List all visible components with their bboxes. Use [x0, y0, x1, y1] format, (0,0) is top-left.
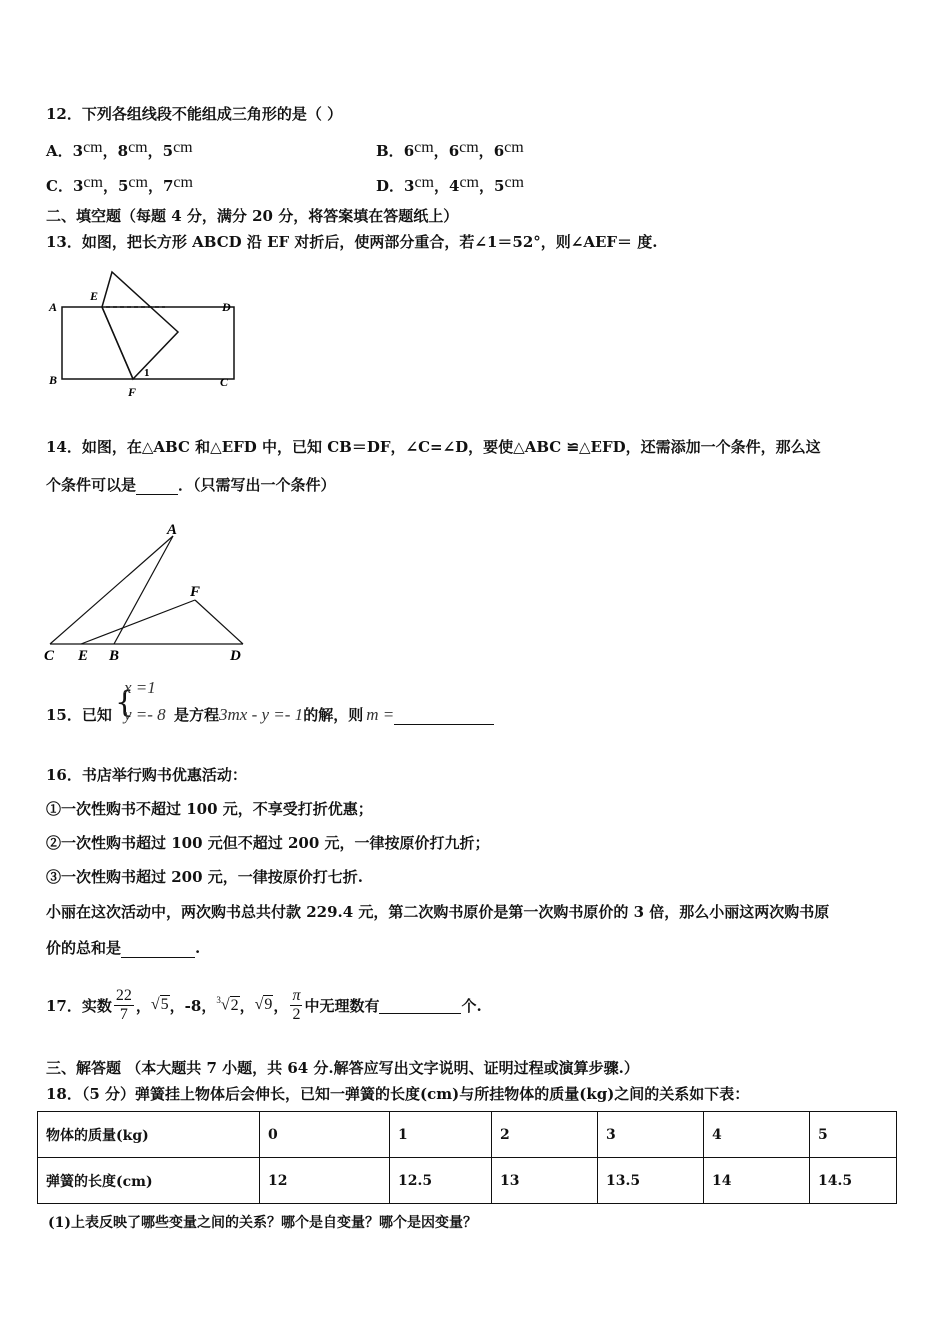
- table-header-mass: 物体的质量(kg): [38, 1112, 260, 1158]
- q16-rule-1: ①一次性购书不超过 100 元，不享受打折优惠；: [46, 800, 373, 818]
- q17-answer-blank[interactable]: [379, 996, 461, 1014]
- table-cell: 14: [704, 1158, 810, 1204]
- q16-answer-blank[interactable]: [121, 939, 195, 958]
- line-ef: [81, 600, 195, 644]
- label-c: C: [220, 375, 229, 389]
- q16-line2: 价的总和是 .: [46, 939, 201, 957]
- q12-option-d[interactable]: D．3cm，4cm，5cm: [376, 174, 524, 195]
- q12-option-c[interactable]: C．3cm，5cm，7cm: [46, 174, 193, 195]
- q15-pre: 15．已知: [46, 706, 112, 724]
- label-d: D: [230, 648, 241, 664]
- q15-system-bottom: y =- 8: [124, 705, 166, 724]
- section-3-heading: 三、解答题 （本大题共 7 小题，共 64 分.解答应写出文字说明、证明过程或演算步骤.）: [46, 1059, 639, 1077]
- q17-sqrt-5: √5: [150, 996, 169, 1013]
- label-d: D: [222, 300, 231, 314]
- label-e: E: [78, 648, 89, 664]
- table-cell: 14.5: [810, 1158, 897, 1204]
- label-b: B: [49, 373, 58, 387]
- label-e: E: [90, 289, 99, 303]
- section-2-heading: 二、填空题（每题 4 分，满分 20 分，将答案填在答题纸上）: [46, 207, 459, 225]
- label-f: F: [128, 385, 137, 399]
- q15-system-top: x =1: [124, 678, 156, 697]
- table-cell: 1: [390, 1112, 492, 1158]
- label-f: F: [190, 584, 201, 600]
- label-a: A: [167, 522, 178, 538]
- line-fd: [195, 600, 243, 644]
- table-cell: 3: [598, 1112, 704, 1158]
- fold-line-ef: [102, 307, 133, 379]
- q14-triangles-figure: [38, 518, 258, 668]
- q18-sub1: (1)上表反映了哪些变量之间的关系？哪个是自变量？哪个是因变量？: [48, 1215, 477, 1231]
- q18-text: 18．（5 分）弹簧挂上物体后会伸长，已知一弹簧的长度(cm)与所挂物体的质量(kg)之间的关系如下表：: [46, 1085, 750, 1103]
- q17-line: 17．实数 $\frac{22}{7}$ ， √5 ，-8， $^3$√2 ， √9 ， $\frac{\pi}{2}$ 中无理数有 个.: [46, 986, 482, 1023]
- q14-answer-blank[interactable]: [136, 476, 178, 495]
- q17-cbrt-2: $^3$√2: [216, 995, 239, 1014]
- table-cell: 5: [810, 1112, 897, 1158]
- label-c: C: [44, 648, 55, 664]
- table-cell: 13: [492, 1158, 598, 1204]
- q13-text: 13．如图，把长方形 ABCD 沿 EF 对折后，使两部分重合，若∠1＝52°，则∠AEF＝ 度.: [46, 233, 658, 251]
- table-cell: 2: [492, 1112, 598, 1158]
- q12-option-b[interactable]: B．6cm，6cm，6cm: [376, 139, 524, 160]
- q18-table: [37, 1111, 897, 1204]
- q15-brace: {: [115, 685, 135, 720]
- q15-answer-blank[interactable]: [394, 706, 494, 725]
- label-b: B: [109, 648, 120, 664]
- label-a: A: [49, 300, 58, 314]
- table-cell: 12.5: [390, 1158, 492, 1204]
- table-row: [38, 1112, 897, 1158]
- q15-mid: 是方程3mx - y =- 1的解，则 m =: [174, 704, 494, 725]
- q14-line1: 14．如图，在△ABC 和△EFD 中，已知 CB＝DF，∠C=∠D，要使△ABC ≌△EFD，还需添加一个条件，那么这: [46, 438, 821, 456]
- line-ca: [50, 536, 173, 644]
- q17-fraction-22-7: $\frac{22}{7}$: [115, 986, 132, 1023]
- folded-flap: [102, 272, 178, 379]
- q16-title: 16．书店举行购书优惠活动：: [46, 766, 247, 784]
- q16-rule-2: ②一次性购书超过 100 元但不超过 200 元，一律按原价打九折；: [46, 834, 490, 852]
- label-angle-1: 1: [144, 367, 150, 379]
- table-cell: 12: [260, 1158, 390, 1204]
- table-cell: 0: [260, 1112, 390, 1158]
- q12-stem: 12．下列各组线段不能组成三角形的是（ ）: [46, 105, 343, 123]
- q17-fraction-pi-2: $\frac{\pi}{2}$: [292, 986, 301, 1023]
- table-cell: 13.5: [598, 1158, 704, 1204]
- q13-rectangle-figure: [40, 262, 250, 402]
- table-cell: 4: [704, 1112, 810, 1158]
- table-header-length: 弹簧的长度(cm): [38, 1158, 260, 1204]
- q12-option-a[interactable]: A．3cm，8cm，5cm: [46, 139, 193, 160]
- q14-line2: 个条件可以是 ．（只需写出一个条件）: [46, 476, 336, 494]
- q16-line1: 小丽在这次活动中，两次购书总共付款 229.4 元，第二次购书原价是第一次购书原价的 3 倍，那么小丽这两次购书原: [46, 903, 830, 921]
- q16-rule-3: ③一次性购书超过 200 元，一律按原价打七折.: [46, 868, 363, 886]
- q17-sqrt-9: √9: [254, 996, 273, 1013]
- table-row: [38, 1158, 897, 1204]
